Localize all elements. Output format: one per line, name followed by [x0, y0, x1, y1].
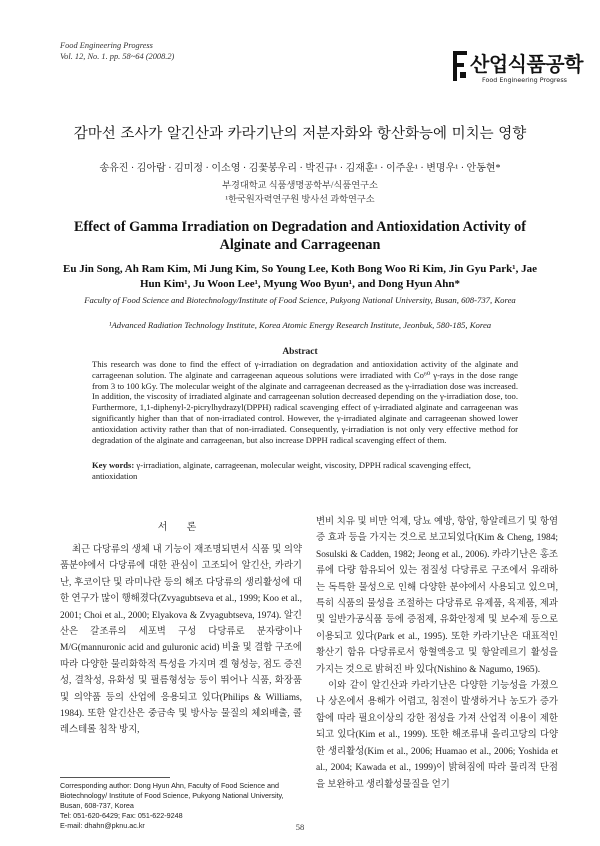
body-paragraph: 이와 같이 알긴산과 카라기난은 다양한 기능성을 가졌으나 상온에서 용해가 어렵고, 침전이 발생하거나 농도가 증가함에 따라 필요이상의 강한 점성을 가져 산업적 이용이 제한되고 있다(Kim et al., 1999). 또한 해조류내 올리고당의 다양한 생리활성(Kim et al., 2006; Huamao et al., 2006; Yoshida et al., 2004; Kawada et al., 1999)이 밝혀짐에 따라 물리적 단점을 보완하고 생리활성물질을 얻기: [316, 681, 558, 790]
journal-logo-mark-icon: [452, 50, 468, 82]
title-english: Effect of Gamma Irradiation on Degradation and Antioxidation Activity of Alginate and Carrageenan: [73, 219, 527, 253]
abstract-heading: Abstract: [282, 347, 318, 357]
footnote-line: Biotechnology/ Institute of Food Science, Pukyong National University,: [60, 791, 284, 800]
journal-logo-text: 산업식품공학: [470, 52, 583, 76]
journal-logo-subtitle: Food Engineering Progress: [482, 76, 568, 84]
page-number: 58: [295, 822, 305, 832]
affiliation-korean-1: 부경대학교 식품생명공학부/식품연구소: [222, 180, 378, 190]
authors-english: Eu Jin Song, Ah Ram Kim, Mi Jung Kim, So Young Lee, Koth Bong Woo Ri Kim, Jin Gyu Park¹, Jae Hun Kim¹, Ju Woon Lee¹, Myung Woo Byun¹, and Dong Hyun Ahn*: [63, 263, 537, 290]
journal-volume: Vol. 12, No. 1. pp. 58~64 (2008.2): [60, 52, 175, 61]
keywords-label: Key words:: [92, 460, 135, 470]
footnote-line: Tel: 051-620-6429; Fax: 051-622-9248: [60, 811, 183, 820]
keywords-text: γ-irradiation, alginate, carrageenan, molecular weight, viscosity, DPPH radical scavenging effect, antioxidation: [92, 460, 471, 481]
body-paragraph: 최근 다당류의 생체 내 기능이 재조명되면서 식품 및 의약품분야에서 다당류에 대한 관심이 고조되어 알긴산, 카라기난, 후코이단 및 라미나란 등의 해조 다당류의 생리활성에 대한 연구가 많이 행해졌다(Zvyagubtseva et al., 1999; Koo et al., 2001; Choi et al., 2000; Elyakova & Zvyagubtseva, 1974). 알긴산은 갈조류의 세포벽 구성 다당류로 분자량이나 M/G(mannuronic acid and guluronic acid) 비율 및 결합 구조에 따라 다양한 물리화학적 특성을 가지며 겔 형성능, 점도 증진성, 결착성, 유화성 및 필름형성능 등이 뛰어나 식품, 화장품 및 의약품 등의 산업에 응용되고 있다(Philips & Williams, 1984). 또한 알긴산은 중금속 및 방사능 물질의 체외배출, 콜레스테롤 침착 방지,: [60, 545, 302, 736]
authors-korean: 송유진 · 김아람 · 김미정 · 이소영 · 김꽃봉우리 · 박진규¹ · 김재훈¹ · 이주운¹ · 변명우¹ · 안동현*: [99, 163, 501, 174]
journal-logo: [452, 48, 583, 98]
footnote-line: Corresponding author: Dong Hyun Ahn, Faculty of Food Science and: [60, 781, 279, 790]
body-paragraph: 변비 치유 및 비만 억제, 당뇨 예방, 항암, 항알레르기 및 항염증 효과 등을 가지는 것으로 보고되었다(Kim & Cheng, 1984; Sosulski & Cadden, 1982; Jeong et al., 2006). 카라기난은 홍조류에 다량 함유되어 있는 점질성 다당류로 구조에서 유래하는 독특한 물성으로 인해 다양한 분야에서 사용되고 있으며, 특히 식품의 물성을 조절하는 다당류로 유제품, 육제품, 제과 및 일반가공식품 등에 증점제, 유화안정제 및 보수제 등으로 이용되고 있다(Park et al., 1995). 또한 카라기난은 대표적인 황산기 함유 다당류로서 항혈액응고 및 항알레르기 활성을 가지는 것으로 밝혀진 바 있다(Nishino & Nagumo, 1965).: [316, 517, 558, 675]
keywords: [92, 460, 518, 482]
affiliation-korean-2: ¹한국원자력연구원 방사선 과학연구소: [225, 194, 375, 204]
footnote-line: Busan, 608-737, Korea: [60, 801, 134, 810]
footnote-divider: [60, 777, 170, 778]
body-column-right: [316, 514, 558, 793]
affiliation-english-1: Faculty of Food Science and Biotechnology/Institute of Food Science, Pukyong National University, Busan, 608-737, Korea: [84, 295, 516, 305]
title-korean: 감마선 조사가 알긴산과 카라기난의 저분자화와 항산화능에 미치는 영향: [73, 126, 527, 142]
body-column-left: [60, 542, 302, 739]
journal-name: Food Engineering Progress: [60, 41, 153, 50]
abstract-text: This research was done to find the effect of γ-irradiation on degradation and antioxidation activity of the alginate and carrageenan solution. The alginate and carrageenan aqueous solutions were irradiated with Co⁶⁰ γ-rays in the dose range from 3 to 100 kGy. The molecular weight of the alginate and carrageenan decreased as the γ-irradiation dose was increased. In addition, the viscosity of irradiated alginate and carrageenan solution decreased depending on the γ-irradiation dose, too. Furthermore, 1,1-diphenyl-2-picrylhydrazyl(DPPH) radical scavenging effect of γ-irradiated alginate and carrageenan was significantly higher than that of non-irradiated control. However, the γ-irradiated alginate and carrageenan showed lower antioxidation activity rather than that of non-irradiated. Consequently, γ-irradiation is not only very effective method for degradation of the alginate and carrageenan, but also increase DPPH radical scavenging effect of them.: [92, 359, 518, 445]
affiliation-english-2: ¹Advanced Radiation Technology Institute, Korea Atomic Energy Research Institute, Jeonbuk, 580-185, Korea: [108, 320, 492, 330]
journal-header: [60, 40, 174, 62]
section-heading-introduction: 서 론: [157, 522, 205, 533]
footnote-line: E-mail: dhahn@pknu.ac.kr: [60, 821, 145, 830]
